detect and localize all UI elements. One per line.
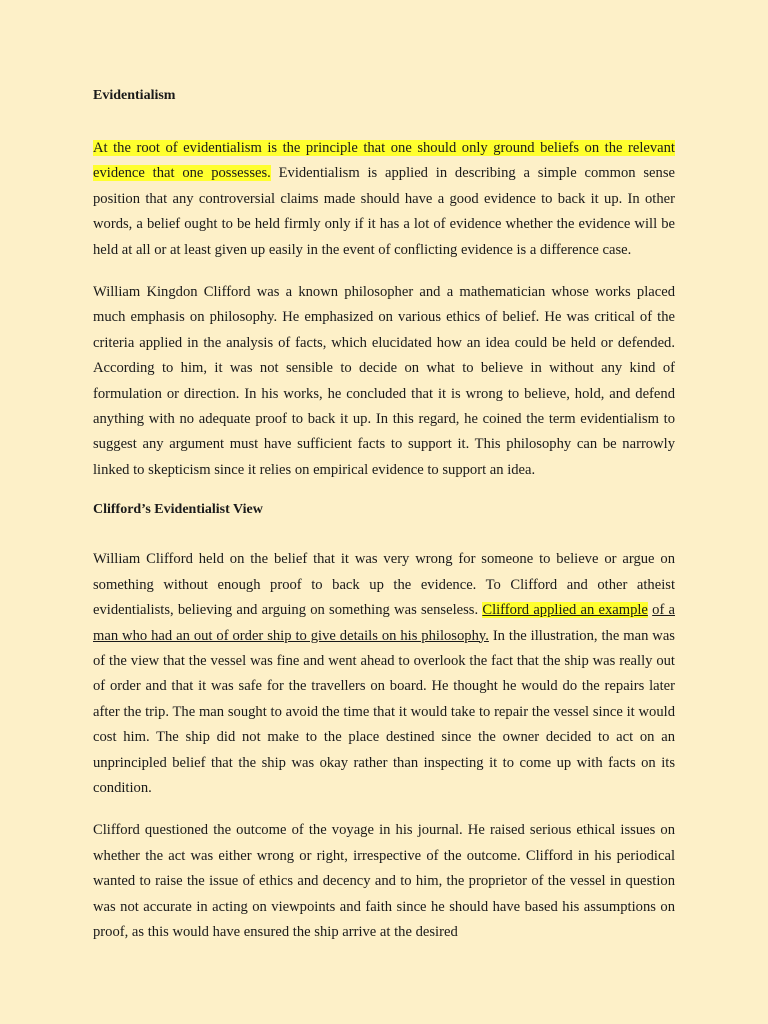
- paragraph-text: William Clifford held on the belief that it was very wrong for someone to believe or argue on something without enough proof to back up the evidence. To Clifford and other atheist evidentialists, believing and arguing on something was senseless.: [93, 551, 675, 619]
- heading-evidentialism: Evidentialism: [93, 88, 176, 103]
- highlighted-text: At the root of evidentialism is the principle that one should only ground beliefs on the relevant evidence that one possesses.: [93, 140, 675, 182]
- heading-cliffords-view: Clifford’s Evidentialist View: [93, 502, 263, 518]
- highlighted-underlined-text: Clifford applied an example: [482, 602, 648, 619]
- paragraph-text: Evidentialism is applied in describing a simple common sense position that any controversial claims made should have a good evidence to back it up. In other words, a belief ought to be held firmly only if it has a lot of evidence whether the evidence will be held at all or at least given up easily in the event of conflicting evidence is a difference case.: [93, 165, 675, 258]
- paragraph-4: Clifford questioned the outcome of the voyage in his journal. He raised serious ethical issues on whether the act was either wrong or right, irrespective of the outcome. Clifford in his periodical wanted to raise the issue of ethics and decency and to him, the proprietor of the vessel in question was not accurate in acting on viewpoints and faith since he should have based his assumptions on proof, as this would have ensured the ship arrive at the desired: [93, 822, 675, 940]
- paragraph-text: In the illustration, the man was of the view that the vessel was fine and went ahead to overlook the fact that the ship was really out of order and that it was safe for the travellers on board. He thought he would do the repairs later after the trip. The man sought to avoid the time that it would take to repair the vessel since it would cost him. The ship did not make to the place destined since the owner decided to act on an unprincipled belief that the ship was okay rather than inspecting it to come up with facts on its condition.: [93, 627, 675, 796]
- paragraph-3: [93, 547, 675, 801]
- underlined-text: of a man who had an out of order ship to give details on his philosophy.: [93, 602, 675, 644]
- paragraph-2: William Kingdon Clifford was a known philosopher and a mathematician whose works placed much emphasis on philosophy. He emphasized on various ethics of belief. He was critical of the criteria applied in the analysis of facts, which elucidated how an idea could be held or defended. According to him, it was not sensible to decide on what to believe in without any kind of formulation or direction. In his works, he concluded that it is wrong to believe, hold, and defend anything with no adequate proof to back it up. In this regard, he coined the term evidentialism to suggest any argument must have sufficient facts to support it. This philosophy can be narrowly linked to skepticism since it relies on empirical evidence to support an idea.: [93, 284, 675, 478]
- paragraph-1: [93, 136, 675, 263]
